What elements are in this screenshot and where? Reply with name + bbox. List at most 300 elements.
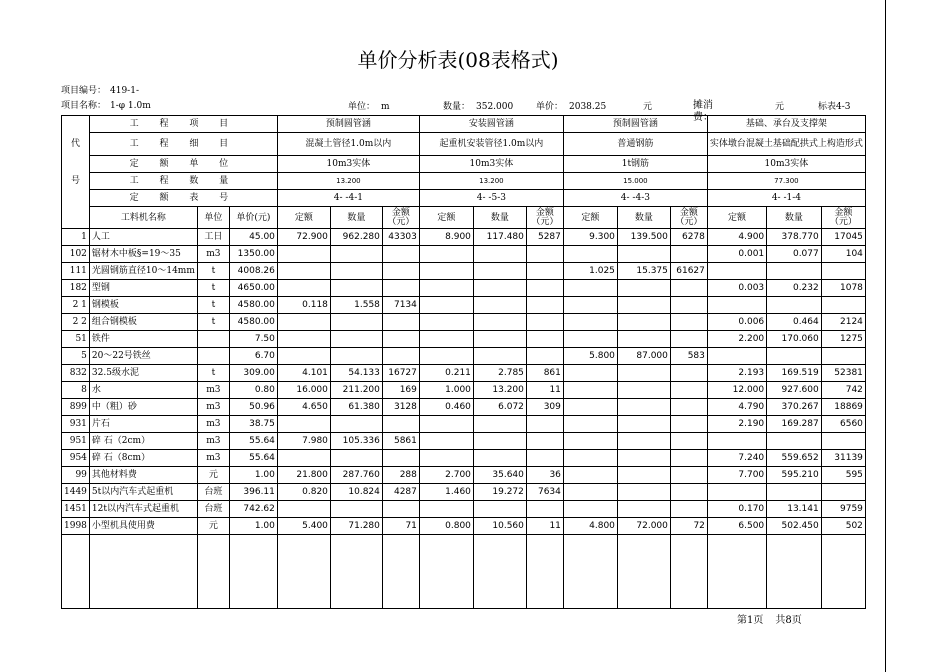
row-amount: 18869	[821, 399, 865, 416]
row-qty: 169.287	[767, 416, 822, 433]
row-quota	[563, 399, 617, 416]
row-price: 396.11	[229, 484, 277, 501]
row-qty: 6.072	[473, 399, 526, 416]
row-amount: 7134	[382, 297, 419, 314]
row-qty	[767, 297, 822, 314]
row-quota: 4.650	[277, 399, 330, 416]
row-quota: 0.118	[277, 297, 330, 314]
table-row	[62, 433, 866, 450]
row-quota	[419, 433, 473, 450]
row-quota: 4.790	[707, 399, 766, 416]
row-qty: 72.000	[617, 518, 670, 535]
row-qty	[617, 433, 670, 450]
page-title: 单价分析表(08表格式)	[357, 48, 559, 72]
row-code: 2 2	[62, 314, 90, 331]
row-price: 1350.00	[229, 246, 277, 263]
row-qty: 15.375	[617, 263, 670, 280]
row-material-name: 光圆钢筋直径10～14mm	[89, 263, 197, 280]
table-row	[62, 314, 866, 331]
row-quota: 0.006	[707, 314, 766, 331]
row-quota: 0.800	[419, 518, 473, 535]
row-material-name: 小型机具使用费	[89, 518, 197, 535]
row-quota	[707, 433, 766, 450]
row-quota	[563, 382, 617, 399]
row-code: 1	[62, 229, 90, 246]
table-row	[62, 246, 866, 263]
blank-cell	[382, 535, 419, 609]
blank-cell	[707, 535, 766, 609]
row-quota: 7.980	[277, 433, 330, 450]
row-qty	[473, 246, 526, 263]
row-quota	[277, 348, 330, 365]
col-unit: 单位	[197, 207, 229, 229]
row-quota	[419, 280, 473, 297]
row-qty: 595.210	[767, 467, 822, 484]
row-amount	[526, 416, 563, 433]
row-quota	[563, 246, 617, 263]
table-row	[62, 399, 866, 416]
row-unit: 元	[197, 467, 229, 484]
table-row	[62, 331, 866, 348]
row-quota	[563, 365, 617, 382]
row-amount	[670, 382, 707, 399]
row-material-name: 碎 石（8cm）	[89, 450, 197, 467]
group-1-quantity: 13.200	[277, 173, 419, 190]
row-amount: 11	[526, 518, 563, 535]
unit-label: 单位：	[348, 102, 376, 112]
row-amount: 309	[526, 399, 563, 416]
row-amount	[670, 365, 707, 382]
info-row-project	[62, 116, 866, 133]
row-qty	[767, 433, 822, 450]
row-qty: 61.380	[330, 399, 382, 416]
row-qty	[473, 450, 526, 467]
row-amount	[382, 263, 419, 280]
row-amount: 17045	[821, 229, 865, 246]
row-quota: 0.170	[707, 501, 766, 518]
amortize-label: 摊消费：	[693, 100, 713, 123]
group-3-quantity: 15.000	[563, 173, 707, 190]
info-row-quantity	[62, 173, 866, 190]
row-qty: 0.464	[767, 314, 822, 331]
group-4-unit: 10m3实体	[707, 156, 865, 173]
row-amount	[382, 331, 419, 348]
group-3-unit: 1t钢筋	[563, 156, 707, 173]
row-price: 38.75	[229, 416, 277, 433]
row-material-name: 锯材木中板§=19～35	[89, 246, 197, 263]
row-qty	[330, 450, 382, 467]
table-row	[62, 229, 866, 246]
row-quota: 2.200	[707, 331, 766, 348]
blank-cell	[563, 535, 617, 609]
blank-cell	[89, 535, 197, 609]
row-amount: 16727	[382, 365, 419, 382]
row-material-name: 碎 石（2cm）	[89, 433, 197, 450]
row-quota	[419, 263, 473, 280]
row-amount	[670, 484, 707, 501]
group-3-table-no: 4- -4-3	[563, 190, 707, 207]
row-qty	[617, 297, 670, 314]
row-code: 951	[62, 433, 90, 450]
row-qty	[617, 501, 670, 518]
row-quota	[563, 450, 617, 467]
row-unit: m3	[197, 433, 229, 450]
col-amount: 金额（元）	[670, 207, 707, 229]
row-amount	[670, 501, 707, 518]
row-qty: 169.519	[767, 365, 822, 382]
row-quota: 12.000	[707, 382, 766, 399]
row-qty	[473, 297, 526, 314]
row-qty	[473, 263, 526, 280]
page-total: 共8页	[775, 615, 802, 626]
row-amount: 5861	[382, 433, 419, 450]
table-row	[62, 348, 866, 365]
info-label: 工 程 数 量	[89, 173, 277, 190]
info-row-detail	[62, 133, 866, 156]
row-amount: 31139	[821, 450, 865, 467]
row-price: 50.96	[229, 399, 277, 416]
group-2-quantity: 13.200	[419, 173, 563, 190]
row-quota	[563, 416, 617, 433]
row-unit: t	[197, 280, 229, 297]
row-quota	[277, 416, 330, 433]
row-material-name: 5t以内汽车式起重机	[89, 484, 197, 501]
page-footer	[737, 611, 814, 626]
row-qty	[473, 331, 526, 348]
row-quota: 0.001	[707, 246, 766, 263]
row-amount: 3128	[382, 399, 419, 416]
row-qty	[330, 263, 382, 280]
row-quota: 4.800	[563, 518, 617, 535]
row-unit: m3	[197, 416, 229, 433]
row-material-name: 铁件	[89, 331, 197, 348]
row-amount: 2124	[821, 314, 865, 331]
row-qty	[330, 416, 382, 433]
row-code: 102	[62, 246, 90, 263]
row-amount: 502	[821, 518, 865, 535]
row-qty: 105.336	[330, 433, 382, 450]
table-row	[62, 280, 866, 297]
row-amount	[821, 297, 865, 314]
unit-price-value: 2038.25	[569, 102, 607, 112]
table-row	[62, 297, 866, 314]
row-qty	[473, 280, 526, 297]
info-label: 定 额 单 位	[89, 156, 277, 173]
row-amount: 4287	[382, 484, 419, 501]
row-price: 4580.00	[229, 314, 277, 331]
dai-label: 代	[62, 133, 90, 156]
row-qty: 1.558	[330, 297, 382, 314]
row-amount	[670, 331, 707, 348]
row-quota: 21.800	[277, 467, 330, 484]
page-number: 第1页	[737, 615, 764, 626]
col-quota: 定额	[419, 207, 473, 229]
blank-cell	[617, 535, 670, 609]
row-price: 6.70	[229, 348, 277, 365]
row-qty: 170.060	[767, 331, 822, 348]
group-3-project: 预制圆管涵	[563, 116, 707, 133]
row-amount: 1275	[821, 331, 865, 348]
row-quota	[563, 297, 617, 314]
row-quota	[563, 501, 617, 518]
row-amount: 595	[821, 467, 865, 484]
row-qty: 139.500	[617, 229, 670, 246]
group-4-table-no: 4- -1-4	[707, 190, 865, 207]
unit-value: m	[381, 102, 390, 112]
row-qty: 13.141	[767, 501, 822, 518]
row-amount: 169	[382, 382, 419, 399]
column-header-row	[62, 207, 866, 229]
row-qty: 35.640	[473, 467, 526, 484]
row-quota: 9.300	[563, 229, 617, 246]
row-qty: 211.200	[330, 382, 382, 399]
unit-price-label: 单价：	[536, 102, 564, 112]
group-1-project: 预制圆管涵	[277, 116, 419, 133]
row-unit: 工日	[197, 229, 229, 246]
row-amount	[382, 501, 419, 518]
row-qty: 71.280	[330, 518, 382, 535]
row-quota: 0.003	[707, 280, 766, 297]
row-qty	[767, 484, 822, 501]
info-label: 定 额 表 号	[89, 190, 277, 207]
row-qty: 117.480	[473, 229, 526, 246]
row-qty	[330, 501, 382, 518]
row-unit: 台班	[197, 484, 229, 501]
row-qty: 19.272	[473, 484, 526, 501]
row-amount: 6560	[821, 416, 865, 433]
quantity-label: 数量：	[443, 102, 471, 112]
row-unit: 台班	[197, 501, 229, 518]
row-price: 4650.00	[229, 280, 277, 297]
row-quota: 4.900	[707, 229, 766, 246]
table-row	[62, 382, 866, 399]
row-code: 931	[62, 416, 90, 433]
row-code: 5	[62, 348, 90, 365]
row-amount	[382, 314, 419, 331]
table-row	[62, 501, 866, 518]
row-amount	[526, 263, 563, 280]
row-material-name: 组合钢模板	[89, 314, 197, 331]
row-qty: 87.000	[617, 348, 670, 365]
row-quota	[277, 280, 330, 297]
row-quota: 0.460	[419, 399, 473, 416]
row-price: 1.00	[229, 467, 277, 484]
row-qty	[473, 348, 526, 365]
row-amount	[821, 348, 865, 365]
row-quota: 4.101	[277, 365, 330, 382]
row-quota	[277, 246, 330, 263]
col-qty: 数量	[767, 207, 822, 229]
col-price: 单价(元)	[229, 207, 277, 229]
row-qty	[330, 331, 382, 348]
row-quota: 2.700	[419, 467, 473, 484]
row-material-name: 钢模板	[89, 297, 197, 314]
group-2-table-no: 4- -5-3	[419, 190, 563, 207]
row-price: 55.64	[229, 433, 277, 450]
row-quota: 16.000	[277, 382, 330, 399]
table-row	[62, 484, 866, 501]
row-qty	[473, 314, 526, 331]
row-amount: 71	[382, 518, 419, 535]
left-label-cell	[62, 156, 90, 173]
blank-cell	[419, 535, 473, 609]
amortize-currency: 元	[775, 102, 785, 112]
col-qty: 数量	[473, 207, 526, 229]
row-code: 99	[62, 467, 90, 484]
row-qty: 10.560	[473, 518, 526, 535]
row-quota: 7.700	[707, 467, 766, 484]
info-row-table-no	[62, 190, 866, 207]
row-price: 309.00	[229, 365, 277, 382]
row-qty	[617, 467, 670, 484]
row-quota	[419, 501, 473, 518]
hao-label: 号	[62, 173, 90, 190]
row-amount	[670, 450, 707, 467]
row-amount: 288	[382, 467, 419, 484]
row-unit: m3	[197, 399, 229, 416]
row-amount	[526, 501, 563, 518]
col-quota: 定额	[707, 207, 766, 229]
row-qty: 0.077	[767, 246, 822, 263]
blank-cell	[767, 535, 822, 609]
left-label-cell	[62, 190, 90, 207]
row-amount	[526, 450, 563, 467]
row-amount	[670, 399, 707, 416]
blank-cell	[670, 535, 707, 609]
row-unit: t	[197, 263, 229, 280]
row-quota	[563, 484, 617, 501]
row-amount	[670, 416, 707, 433]
group-1-detail: 混凝土管径1.0m以内	[277, 133, 419, 156]
group-4-detail: 实体墩台混凝土基础配拱式上构造形式	[707, 133, 865, 156]
row-code: 111	[62, 263, 90, 280]
row-price: 45.00	[229, 229, 277, 246]
table-row	[62, 365, 866, 382]
row-quota	[419, 348, 473, 365]
col-qty: 数量	[330, 207, 382, 229]
row-amount	[382, 450, 419, 467]
table-row	[62, 518, 866, 535]
row-amount	[670, 433, 707, 450]
col-amount: 金额（元）	[526, 207, 563, 229]
row-qty	[330, 280, 382, 297]
row-code: 954	[62, 450, 90, 467]
blank-row	[62, 535, 866, 609]
row-amount: 36	[526, 467, 563, 484]
row-quota: 0.820	[277, 484, 330, 501]
row-qty: 927.600	[767, 382, 822, 399]
row-code: 51	[62, 331, 90, 348]
col-material: 工料机名称	[89, 207, 197, 229]
project-code-label: 项目编号：	[61, 86, 107, 96]
row-qty	[617, 382, 670, 399]
row-qty	[617, 399, 670, 416]
row-material-name: 人工	[89, 229, 197, 246]
row-amount: 6278	[670, 229, 707, 246]
row-unit: m3	[197, 450, 229, 467]
row-code: 182	[62, 280, 90, 297]
blank-cell	[277, 535, 330, 609]
table-row	[62, 263, 866, 280]
project-code-value: 419-1-	[110, 86, 139, 96]
row-qty	[617, 416, 670, 433]
row-qty	[767, 348, 822, 365]
row-amount	[526, 246, 563, 263]
row-quota	[419, 314, 473, 331]
row-code: 899	[62, 399, 90, 416]
blank-cell	[330, 535, 382, 609]
row-material-name: 型钢	[89, 280, 197, 297]
group-4-project: 基础、承台及支撑架	[707, 116, 865, 133]
blank-cell	[473, 535, 526, 609]
row-amount: 52381	[821, 365, 865, 382]
row-quota	[563, 467, 617, 484]
row-price: 4008.26	[229, 263, 277, 280]
row-amount	[670, 467, 707, 484]
row-qty: 0.232	[767, 280, 822, 297]
row-amount: 104	[821, 246, 865, 263]
row-unit: 元	[197, 518, 229, 535]
left-label-cell	[62, 116, 90, 133]
row-qty	[767, 263, 822, 280]
row-qty	[473, 416, 526, 433]
row-unit: m3	[197, 246, 229, 263]
row-amount: 72	[670, 518, 707, 535]
info-label: 工 程 项 目	[89, 116, 277, 133]
row-qty: 13.200	[473, 382, 526, 399]
info-label: 工 程 细 目	[89, 133, 277, 156]
row-quota: 1.000	[419, 382, 473, 399]
row-unit: t	[197, 297, 229, 314]
group-4-quantity: 77.300	[707, 173, 865, 190]
row-qty	[473, 433, 526, 450]
row-amount	[382, 348, 419, 365]
row-amount	[526, 331, 563, 348]
row-amount	[821, 433, 865, 450]
row-amount	[670, 280, 707, 297]
row-quota	[707, 297, 766, 314]
col-qty: 数量	[617, 207, 670, 229]
group-2-project: 安装圆管涵	[419, 116, 563, 133]
row-amount	[526, 280, 563, 297]
row-amount	[526, 433, 563, 450]
row-amount: 11	[526, 382, 563, 399]
row-price: 7.50	[229, 331, 277, 348]
row-quota	[707, 263, 766, 280]
row-amount	[382, 280, 419, 297]
project-name-label: 项目名称：	[61, 101, 107, 111]
row-quota: 1.460	[419, 484, 473, 501]
table-row	[62, 416, 866, 433]
col-quota: 定额	[563, 207, 617, 229]
row-quota	[563, 314, 617, 331]
row-code: 1998	[62, 518, 90, 535]
row-quota	[563, 433, 617, 450]
group-1-table-no: 4- -4-1	[277, 190, 419, 207]
row-amount	[821, 263, 865, 280]
row-amount	[526, 314, 563, 331]
table-number: 标表4-3	[818, 102, 851, 112]
row-price: 55.64	[229, 450, 277, 467]
col-amount: 金额（元）	[382, 207, 419, 229]
row-amount	[821, 484, 865, 501]
group-3-detail: 普通钢筋	[563, 133, 707, 156]
row-amount: 583	[670, 348, 707, 365]
row-amount: 9759	[821, 501, 865, 518]
info-row-unit	[62, 156, 866, 173]
quantity-value: 352.000	[476, 102, 514, 112]
row-material-name: 20～22号铁丝	[89, 348, 197, 365]
